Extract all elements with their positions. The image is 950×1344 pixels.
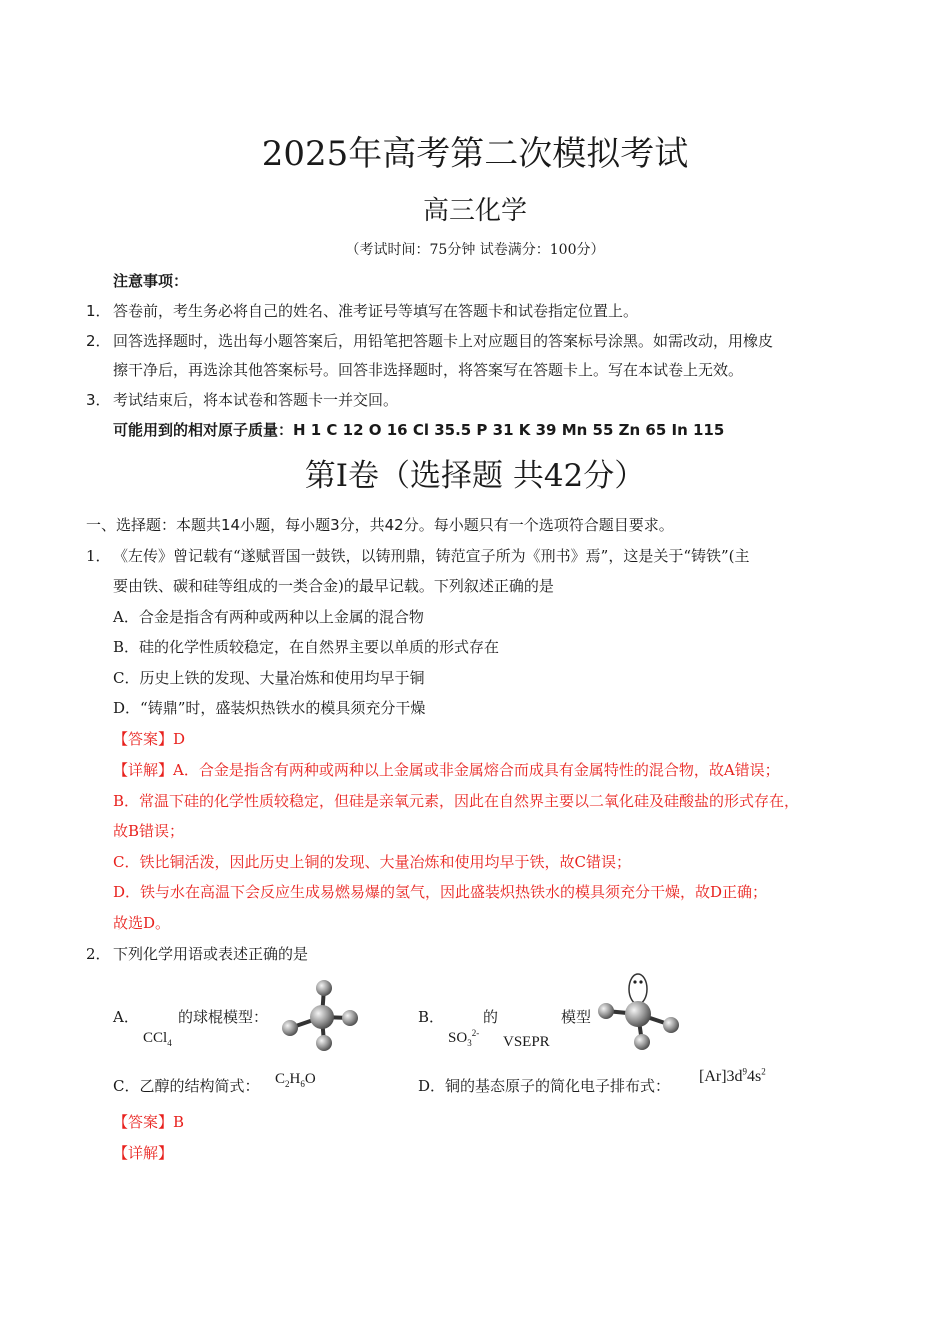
q2-option-b-formula [448,1030,479,1047]
q1-option-a: A．合金是指含有两种或两种以上金属的混合物 [113,608,424,626]
notice-item-2-line-2: 擦干净后，再选涂其他答案标号。回答非选择题时，将答案写在答题卡上。写在本试卷上无效。 [113,361,744,379]
config-4s-sup: 2 [761,1066,766,1077]
q2-option-d-config [699,1068,766,1086]
ccl4-formula-base: CCl [143,1030,168,1046]
ccl4-ball-stick-model-icon [276,975,366,1055]
q2-option-b-de: 的 [483,1008,499,1026]
q1-explain-label: 【详解】 [113,761,174,779]
q1-stem-line-1: 《左传》曾记载有“遂赋晋国一鼓铁，以铸刑鼎，铸范宣子所为《刑书》焉”，这是关于“铸铁”(主 [113,547,750,565]
config-3d: 3d [726,1068,743,1085]
q2-option-d-text: D．铜的基态原子的简化电子排布式： [418,1077,671,1095]
notice-item-3-text: 考试结束后，将本试卷和答题卡一并交回。 [113,391,399,409]
notice-item-1-num: 1． [86,302,111,320]
q1-conclusion: 故选D。 [113,914,171,932]
q1-option-c: C．历史上铁的发现、大量冶炼和使用均早于铜 [113,669,425,687]
q2-option-b-letter: B． [418,1008,445,1026]
ethanol-o: O [304,1071,316,1087]
notice-item-3-num: 3． [86,391,111,409]
so3-formula-sub: 3 [467,1038,472,1048]
q2-explain-label: 【详解】 [113,1144,174,1162]
q2-number: 2． [86,945,111,963]
so3-formula-charge: 2- [471,1028,480,1038]
ethanol-c-sub: 2 [285,1079,290,1089]
q2-option-b-vsepr: VSEPR [503,1034,550,1050]
ethanol-h-sub: 6 [300,1079,305,1089]
q2-option-c-text: C．乙醇的结构简式： [113,1077,260,1095]
q1-explain-c: C．铁比铜活泼，因此历史上铜的发现、大量冶炼和使用均早于铁，故C错误； [113,853,631,871]
q1-explain-b-line-2: 故B错误； [113,822,185,840]
q1-number: 1． [86,547,111,565]
q1-option-b: B．硅的化学性质较稳定，在自然界主要以单质的形式存在 [113,638,500,656]
q1-explain-b-line-1: B．常温下硅的化学性质较稳定，但硅是亲氧元素，因此在自然界主要以二氧化硅及硅酸盐的形式存在， [113,792,800,810]
atomic-mass-line: 可能用到的相对原子质量：H 1 C 12 O 16 Cl 35.5 P 31 K 39 Mn 55 Zn 65 In 115 [113,421,725,439]
notice-item-1-text: 答卷前，考生务必将自己的姓名、准考证号等填写在答题卡和试卷指定位置上。 [113,302,639,320]
q2-option-b-model: 模型 [561,1008,592,1026]
q1-option-d: D．“铸鼎”时，盛装炽热铁水的模具须充分干燥 [113,699,426,717]
q2-option-c-formula [275,1071,316,1088]
section-instruction: 一、选择题：本题共14小题，每小题3分，共42分。每小题只有一个选项符合题目要求。 [86,516,674,534]
ethanol-h: H [289,1071,301,1087]
section-title: 第Ⅰ卷（选择题 共42分） [304,458,646,494]
so3-formula-base: SO [448,1030,468,1046]
notice-item-2-line-1: 回答选择题时，选出每小题答案后，用铅笔把答题卡上对应题目的答案标号涂黑。如需改动，用橡皮 [113,332,774,350]
config-4s: 4s [747,1068,762,1085]
q2-stem: 下列化学用语或表述正确的是 [113,945,309,963]
q2-option-a-letter: A． [113,1008,139,1026]
lone-pair-lobe [629,974,647,1004]
q1-explain-d: D．铁与水在高温下会反应生成易燃易爆的氢气，因此盛装炽热铁水的模具须充分干燥，故D正确； [113,883,768,901]
config-3d-sup: 9 [742,1066,748,1077]
q1-explain-a: A．合金是指含有两种或两种以上金属或非金属熔合而成具有金属特性的混合物，故A错误； [173,761,780,779]
q2-option-a-text: 的球棍模型： [178,1008,269,1026]
q1-answer: 【答案】D [113,730,186,748]
exam-info: （考试时间：75分钟 试卷满分：100分） [345,242,605,258]
ethanol-c: C [275,1071,286,1087]
exam-subtitle: 高三化学 [422,196,527,226]
q1-stem-line-2: 要由铁、碳和硅等组成的一类合金)的最早记载。下列叙述正确的是 [113,577,554,595]
argon-core: [Ar] [699,1068,727,1085]
q1-explain-line-a [113,759,780,780]
ccl4-formula-sub: 4 [167,1038,172,1048]
notice-item-2-num: 2． [86,332,111,350]
q2-answer: 【答案】B [113,1113,185,1131]
so3-vsepr-model-icon [590,965,685,1055]
q2-option-a-formula [143,1030,172,1047]
notice-heading: 注意事项： [113,272,189,290]
exam-title: 2025年高考第二次模拟考试 [261,134,689,174]
